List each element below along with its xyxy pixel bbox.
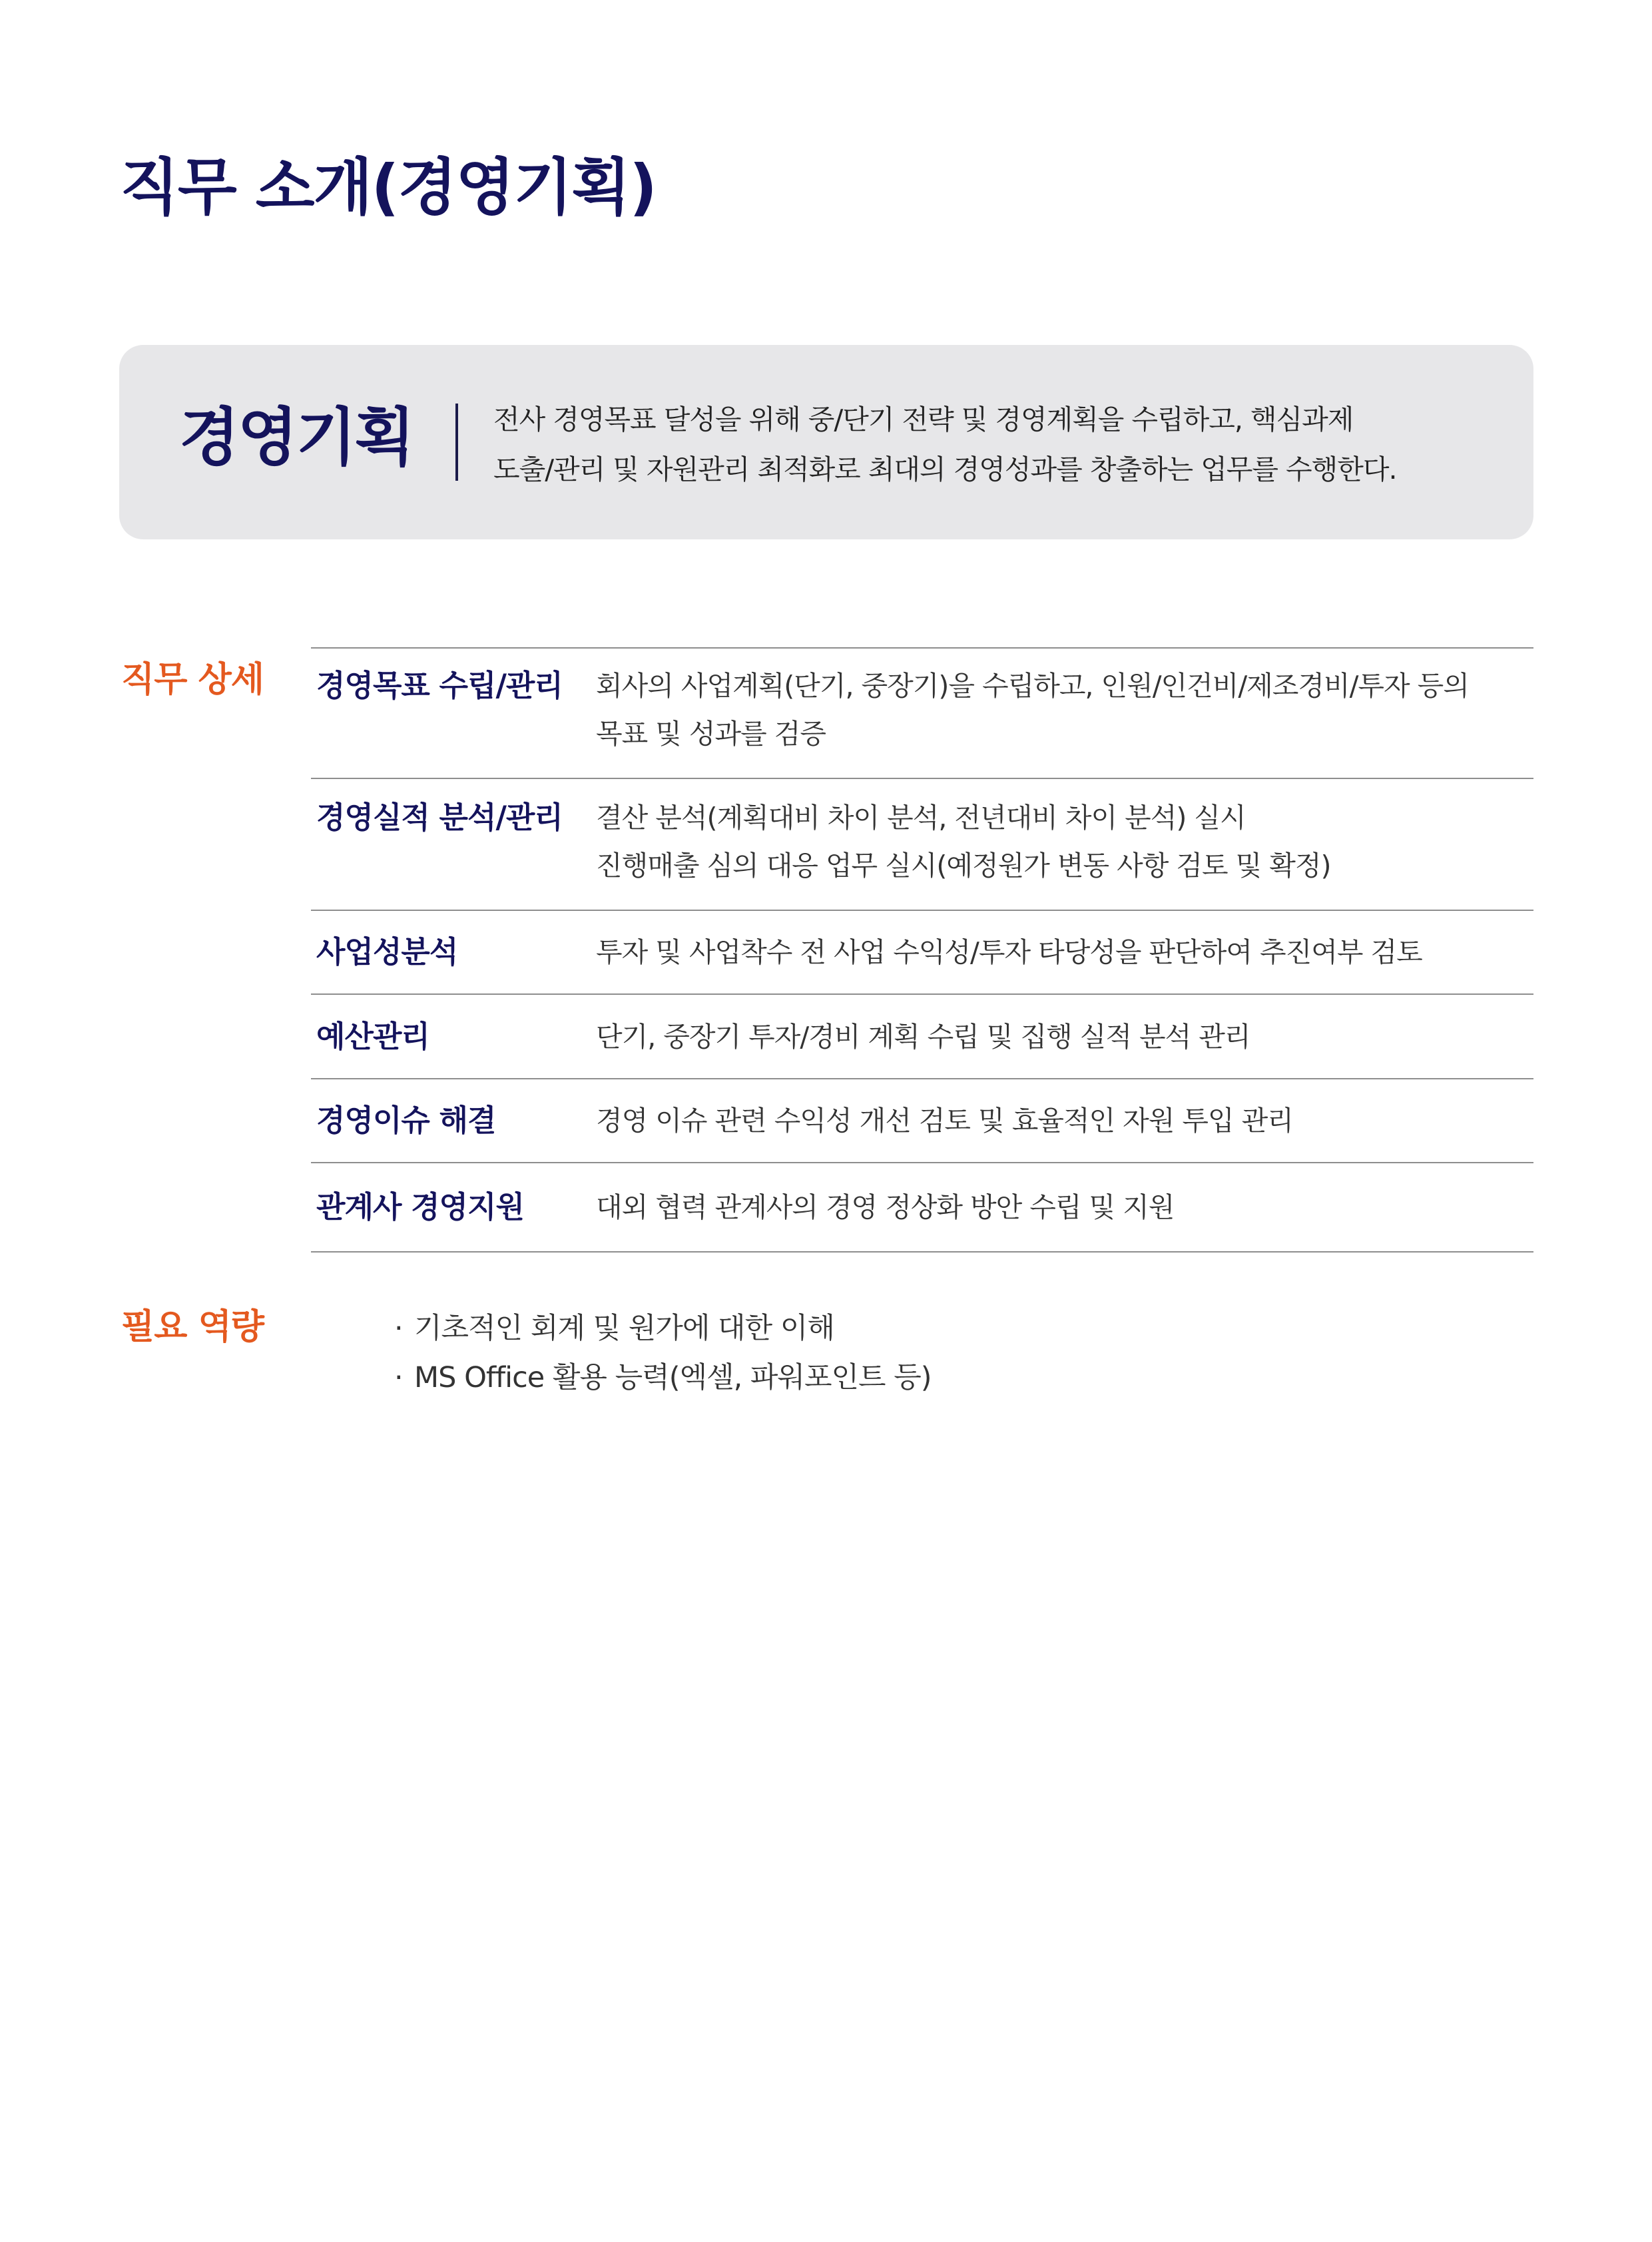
duty-description bbox=[596, 1013, 1533, 1061]
duty-description-line: 대외 협력 관계사의 경영 정상화 방안 수립 및 지원 bbox=[596, 1191, 1175, 1223]
page-title: 직무 소개(경영기획) bbox=[120, 152, 657, 223]
duty-name: 사업성분석 bbox=[316, 934, 458, 970]
table-row bbox=[311, 779, 1533, 911]
table-row bbox=[311, 1163, 1533, 1253]
bullet-icon: · bbox=[394, 1361, 403, 1394]
job-description-line: 전사 경영목표 달성을 위해 중/단기 전략 및 경영계획을 수립하고, 핵심과제 bbox=[493, 404, 1354, 435]
duty-detail-label: 직무 상세 bbox=[121, 660, 264, 700]
duty-name: 경영실적 분석/관리 bbox=[316, 800, 563, 835]
duty-description-line: 목표 및 성과를 검증 bbox=[596, 718, 826, 750]
competency-list bbox=[394, 1304, 932, 1402]
duty-name: 경영이슈 해결 bbox=[316, 1103, 496, 1138]
duty-description bbox=[596, 1183, 1533, 1231]
duty-description bbox=[596, 794, 1533, 890]
competency-text: MS Office 활용 능력(엑셀, 파워포인트 등) bbox=[414, 1361, 932, 1394]
duty-description bbox=[596, 928, 1533, 976]
duty-description-line: 단기, 중장기 투자/경비 계획 수립 및 집행 실적 분석 관리 bbox=[596, 1020, 1250, 1053]
duty-description-line: 투자 및 사업착수 전 사업 수익성/투자 타당성을 판단하여 추진여부 검토 bbox=[596, 936, 1422, 968]
duty-description-line: 진행매출 심의 대응 업무 실시(예정원가 변동 사항 검토 및 확정) bbox=[596, 850, 1331, 882]
competency-label: 필요 역량 bbox=[121, 1307, 264, 1347]
competency-text: 기초적인 회계 및 원가에 대한 이해 bbox=[414, 1312, 834, 1345]
table-row bbox=[311, 649, 1533, 779]
list-item bbox=[394, 1304, 932, 1353]
duty-description-line: 경영 이슈 관련 수익성 개선 검토 및 효율적인 자원 투입 관리 bbox=[596, 1105, 1293, 1137]
vertical-divider bbox=[455, 404, 458, 481]
duty-description bbox=[596, 662, 1533, 758]
job-title: 경영기획 bbox=[179, 402, 413, 474]
job-description-line: 도출/관리 및 자원관리 최적화로 최대의 경영성과를 창출하는 업무를 수행한다. bbox=[493, 453, 1397, 485]
job-description bbox=[493, 395, 1506, 495]
job-intro-box bbox=[119, 345, 1533, 539]
list-item bbox=[394, 1353, 932, 1402]
table-row bbox=[311, 1079, 1533, 1163]
duty-name: 예산관리 bbox=[316, 1018, 429, 1054]
bullet-icon: · bbox=[394, 1312, 403, 1345]
duty-name: 관계사 경영지원 bbox=[316, 1189, 524, 1225]
duty-table bbox=[311, 647, 1533, 1253]
duty-description bbox=[596, 1097, 1533, 1145]
table-row bbox=[311, 995, 1533, 1079]
table-row bbox=[311, 911, 1533, 995]
duty-name: 경영목표 수립/관리 bbox=[316, 668, 563, 703]
duty-description-line: 회사의 사업계획(단기, 중장기)을 수립하고, 인원/인건비/제조경비/투자 등의 bbox=[596, 670, 1469, 702]
duty-description-line: 결산 분석(계획대비 차이 분석, 전년대비 차이 분석) 실시 bbox=[596, 802, 1246, 834]
